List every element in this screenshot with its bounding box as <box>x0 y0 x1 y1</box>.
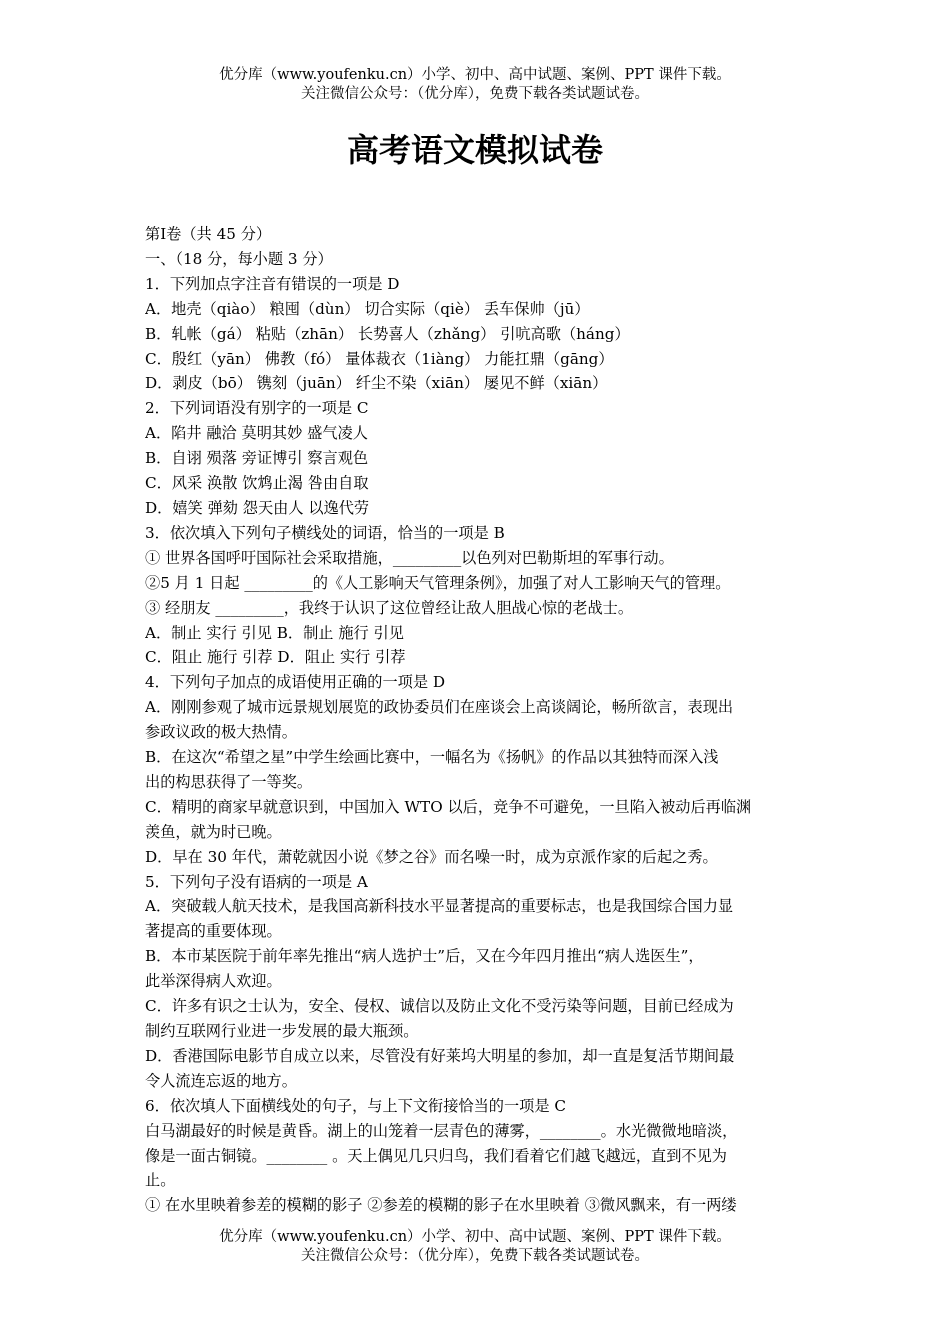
text-line: 6．依次填人下面横线处的句子，与上下文衔接恰当的一项是 C <box>145 1096 566 1115</box>
text-line: 2．下列词语没有别字的一项是 C <box>145 399 369 418</box>
text-line: 此举深得病人欢迎。 <box>145 972 282 991</box>
text-line: A．地壳（qiào） 粮囤（dùn） 切合实际（qiè） 丢车保帅（jū） <box>145 299 590 318</box>
text-line: B．自诩 殒落 旁证博引 察言观色 <box>145 449 369 468</box>
text-line: B．在这次“希望之星”中学生绘画比赛中，一幅名为《扬帆》的作品以其独特而深入浅 <box>145 748 719 767</box>
text-line: 著提高的重要体现。 <box>145 922 282 941</box>
header-line-1: 优分库（www.youfenku.cn）小学、初中、高中试题、案例、PPT 课件下载。 <box>219 67 731 83</box>
text-line: 参政议政的极大热情。 <box>145 723 297 742</box>
text-line: A．制止 实行 引见 B．制止 施行 引见 <box>145 623 404 642</box>
text-line: 1．下列加点字注音有错误的一项是 D <box>145 274 400 293</box>
page-footer <box>0 1228 950 1266</box>
text-line: 羡鱼，就为时已晚。 <box>145 822 282 841</box>
text-line: 白马湖最好的时候是黄昏。湖上的山笼着一层青色的薄雾，________。水光微微地暗淡， <box>145 1121 738 1140</box>
text-line: A．突破载人航天技术，是我国高新科技水平显著提高的重要标志，也是我国综合国力显 <box>145 897 734 916</box>
page-header <box>0 66 950 104</box>
text-line: A．刚刚参观了城市远景规划展览的政协委员们在座谈会上高谈阔论，畅所欲言，表现出 <box>145 698 734 717</box>
text-line: 5．下列句子没有语病的一项是 A <box>145 872 368 891</box>
text-line: D．香港国际电影节自成立以来，尽管没有好莱坞大明星的参加，却一直是复活节期间最 <box>145 1046 735 1065</box>
text-line: ① 在水里映着参差的模糊的影子 ②参差的模糊的影子在水里映着 ③微风飘来，有一两缕 <box>145 1196 737 1215</box>
text-line: ②5 月 1 日起 _________的《人工影响天气管理条例》，加强了对人工影响天气的管理。 <box>145 573 731 592</box>
text-line: D．嬉笑 弹劾 怨天由人 以逸代劳 <box>145 498 370 517</box>
footer-line-2: 关注微信公众号：（优分库），免费下载各类试题试卷。 <box>301 1248 649 1264</box>
text-line: ① 世界各国呼吁国际社会采取措施，_________以色列对巴勒斯坦的军事行动。 <box>145 548 674 567</box>
text-line: C．精明的商家早就意识到，中国加入 WTO 以后，竞争不可避免，一旦陷入被动后再临渊 <box>145 797 752 816</box>
page-title: 高考语文模拟试卷 <box>346 131 603 169</box>
header-line-2: 关注微信公众号：（优分库），免费下载各类试题试卷。 <box>301 86 649 102</box>
text-line: D．早在 30 年代，萧乾就因小说《梦之谷》而名噪一时，成为京派作家的后起之秀。 <box>145 847 718 866</box>
text-line: 4．下列句子加点的成语使用正确的一项是 D <box>145 673 446 692</box>
text-line: B．本市某医院于前年率先推出“病人选护士”后，又在今年四月推出“病人选医生”， <box>145 947 704 966</box>
text-line: C．殷红（yān） 佛教（fó） 量体裁衣（1iàng） 力能扛鼎（gāng） <box>145 349 614 368</box>
text-line: C．许多有识之士认为，安全、侵权、诚信以及防止文化不受污染等问题，目前已经成为 <box>145 997 734 1016</box>
text-line: 3．依次填入下列句子横线处的词语，恰当的一项是 B <box>145 523 505 542</box>
text-line: B．轧帐（gá） 粘贴（zhān） 长势喜人（zhǎng） 引吭高歌（háng） <box>145 324 630 343</box>
text-line: 第Ⅰ卷（共 45 分） <box>145 225 272 243</box>
text-line: 一、（18 分，每小题 3 分） <box>145 249 333 268</box>
text-line: D．剥皮（bō） 镌刻（juān） 纤尘不染（xiān） 屡见不鲜（xiān） <box>145 374 608 393</box>
text-line: ③ 经朋友 _________，我终于认识了这位曾经让敌人胆战心惊的老战士。 <box>145 598 634 617</box>
text-line: 令人流连忘返的地方。 <box>145 1071 297 1090</box>
footer-line-1: 优分库（www.youfenku.cn）小学、初中、高中试题、案例、PPT 课件下载。 <box>219 1229 731 1245</box>
text-line: C．阻止 施行 引荐 D．阻止 实行 引荐 <box>145 648 406 667</box>
text-line: 制约互联网行业进一步发展的最大瓶颈。 <box>145 1022 419 1040</box>
text-line: 出的构思获得了一等奖。 <box>145 772 313 791</box>
text-line: 像是一面古铜镜。________ 。天上偶见几只归鸟，我们看着它们越飞越远，直到不见为 <box>145 1146 727 1165</box>
text-line: 止。 <box>145 1171 176 1190</box>
exam-body <box>145 222 805 1218</box>
text-line: A．陷井 融洽 莫明其妙 盛气凌人 <box>145 424 368 443</box>
text-line: C．风采 涣散 饮鸩止渴 咎由自取 <box>145 474 369 493</box>
